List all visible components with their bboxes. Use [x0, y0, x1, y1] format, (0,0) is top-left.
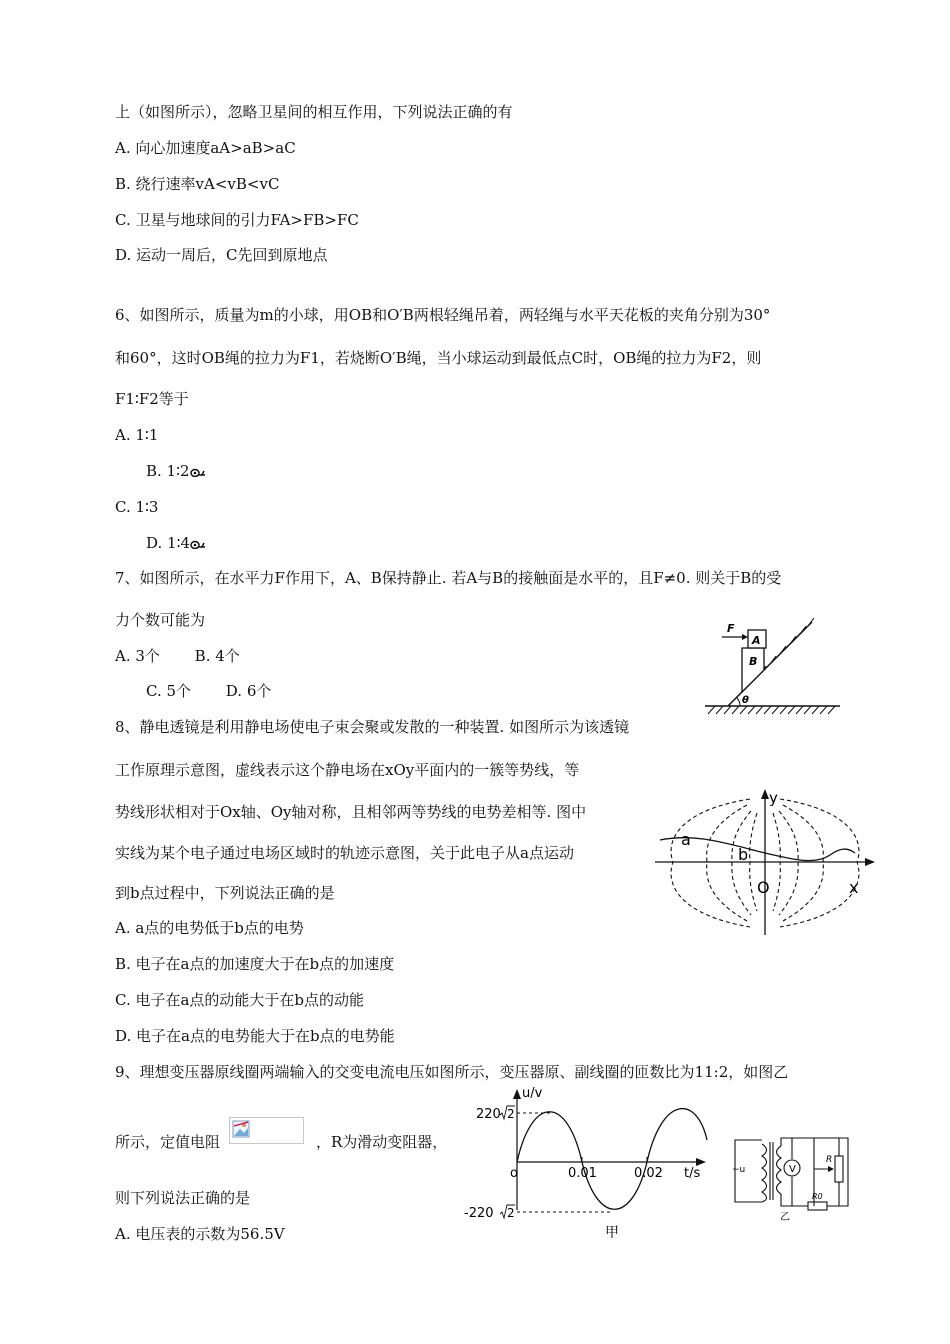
option-5d: D. 运动一周后，C先回到原地点	[115, 246, 328, 264]
option-6b	[146, 461, 206, 481]
question-9-line3: 则下列说法正确的是	[115, 1189, 251, 1207]
label-voltmeter: V	[789, 1164, 796, 1175]
label-y: y	[769, 789, 778, 807]
label-source: ~u	[732, 1165, 746, 1175]
caption-yi: 乙	[780, 1212, 790, 1223]
question-9-line1: 9、理想变压器原线圈两端输入的交变电流电压如图所示，变压器原、副线圈的匝数比为11:2，如图乙	[115, 1063, 789, 1081]
question-8-line4: 实线为某个电子通过电场区域时的轨迹示意图，关于此电子从a点运动	[115, 844, 574, 862]
snail-icon	[190, 539, 206, 549]
question-8-line5: 到b点过程中，下列说法正确的是	[115, 884, 335, 902]
snail-icon	[190, 467, 206, 477]
label-a: a	[681, 830, 691, 849]
label-O: O	[757, 878, 770, 897]
figure-9-circuit	[730, 1132, 855, 1222]
label-u-axis: u/v	[522, 1086, 543, 1101]
label-t1: 0.01	[568, 1166, 597, 1181]
question-9-line2a: 所示，定值电阻	[115, 1133, 221, 1151]
option-7cd: C. 5个 D. 6个	[146, 682, 272, 700]
option-8c: C. 电子在a点的动能大于在b点的动能	[115, 991, 365, 1009]
label-theta: θ	[742, 695, 749, 706]
question-6-line1: 6、如图所示，质量为m的小球，用OB和O′B两根轻绳吊着，两轻绳与水平天花板的夹角分别为30°	[115, 306, 771, 324]
question-8-line2: 工作原理示意图，虚线表示这个静电场在xOy平面内的一簇等势线，等	[115, 761, 580, 779]
option-5a: A. 向心加速度aA>aB>aC	[115, 139, 296, 157]
broken-image-icon	[232, 1120, 250, 1138]
option-7ab: A. 3个 B. 4个	[115, 647, 240, 665]
label-F: F	[727, 622, 735, 635]
figure-9-voltage-graph	[462, 1085, 712, 1240]
label-x: x	[849, 878, 859, 897]
figure-8-lens	[655, 785, 880, 940]
option-5b: B. 绕行速率vA<vB<vC	[115, 175, 280, 193]
label-A: A	[752, 634, 761, 647]
broken-image-placeholder	[229, 1117, 304, 1144]
question-6-line2: 和60°，这时OB绳的拉力为F1，若烧断O′B绳，当小球运动到最低点C时，OB绳的拉力为F2，则	[115, 349, 762, 367]
text-line: 上（如图所示），忽略卫星间的相互作用，下列说法正确的有	[115, 103, 513, 121]
caption-jia: 甲	[605, 1225, 619, 1241]
option-8a: A. a点的电势低于b点的电势	[115, 919, 304, 937]
label-B: B	[749, 655, 758, 668]
label-ymax-sqrt: 2	[507, 1107, 515, 1121]
option-9a: A. 电压表的示数为56.5V	[115, 1225, 285, 1243]
label-t2: 0.02	[634, 1166, 663, 1181]
option-8d: D. 电子在a点的电势能大于在b点的电势能	[115, 1027, 395, 1045]
option-6d	[146, 533, 206, 553]
question-9-line2b: ，R为滑动变阻器，	[316, 1133, 448, 1151]
option-5c: C. 卫星与地球间的引力FA>FB>FC	[115, 211, 359, 229]
label-b: b	[738, 845, 749, 864]
label-t-axis: t/s	[684, 1166, 701, 1181]
question-8-line3: 势线形状相对于Ox轴、Oy轴对称，且相邻两等势线的电势差相等. 图中	[115, 803, 587, 821]
option-8b: B. 电子在a点的加速度大于在b点的加速度	[115, 955, 395, 973]
label-ymin-sqrt: 2	[507, 1206, 515, 1220]
label-ymin: -220	[464, 1206, 494, 1221]
option-6d-label: D. 1∶4	[146, 534, 191, 552]
option-6b-label: B. 1∶2	[146, 462, 190, 480]
label-ymax: 220	[476, 1107, 501, 1122]
option-6a: A. 1∶1	[115, 426, 159, 444]
question-7-line2: 力个数可能为	[115, 611, 206, 629]
label-origin: o	[510, 1166, 518, 1181]
figure-7-incline	[700, 610, 850, 720]
label-R0: R0	[812, 1192, 823, 1201]
question-8-line1: 8、静电透镜是利用静电场使电子束会聚或发散的一种装置. 如图所示为该透镜	[115, 718, 630, 736]
option-6c: C. 1∶3	[115, 498, 159, 516]
question-7-line1: 7、如图所示，在水平力F作用下，A、B保持静止. 若A与B的接触面是水平的，且F≠0. 则关于B的受	[115, 569, 782, 587]
question-6-line3: F1∶F2等于	[115, 390, 189, 408]
label-R: R	[826, 1155, 833, 1165]
